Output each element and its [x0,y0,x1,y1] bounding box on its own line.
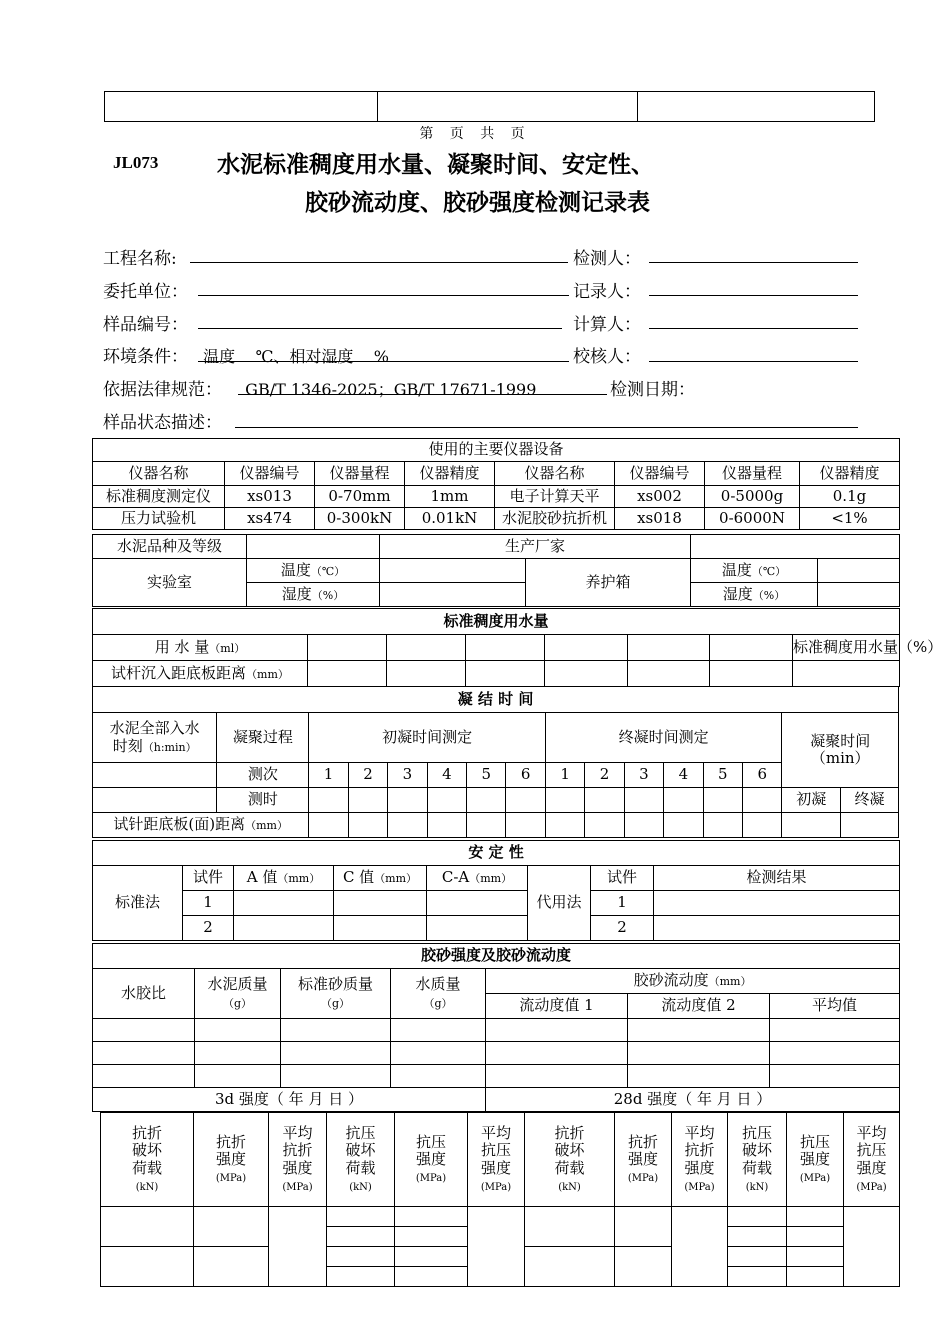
basis-value: GB/T 1346-2025；GB/T 17671-1999 [235,380,537,399]
water-mass-label: 水质量 （g） [391,969,486,1019]
strength-cell[interactable] [787,1207,844,1227]
strength-cell[interactable] [615,1207,672,1247]
strength-cell[interactable] [395,1247,468,1267]
maker-value[interactable] [691,535,900,559]
depth-cell[interactable] [466,661,545,687]
count-cell: 3 [388,763,427,788]
water-cell[interactable] [710,635,793,661]
setting-title: 凝 结 时 间 [93,687,899,713]
flow-label: 胶砂流动度（mm） [486,969,900,994]
result-cell[interactable] [654,916,900,941]
c-value-cell[interactable] [334,891,427,916]
ca-value-cell[interactable] [427,916,528,941]
strength-cell[interactable] [525,1207,615,1247]
specimen-label: 试件 [183,866,234,891]
sample-field[interactable] [198,328,562,329]
standard-method-label: 标准法 [93,866,183,941]
mortar-cell[interactable] [628,1065,770,1088]
lab-humidity-value[interactable] [380,583,526,607]
specimen-number: 2 [183,916,234,941]
count-cell: 2 [585,763,624,788]
count-cell: 4 [664,763,703,788]
equipment-header: 仪器名称 [495,462,615,486]
time-cell[interactable] [506,788,545,813]
strength-cell[interactable] [787,1267,844,1287]
needle-cell[interactable] [309,813,348,838]
count-cell: 5 [467,763,506,788]
curing-temp-value[interactable] [818,559,900,583]
cement-grade-value[interactable] [247,535,380,559]
time-cell[interactable] [388,788,427,813]
needle-cell[interactable] [388,813,427,838]
mortar-cell[interactable] [195,1042,281,1065]
a-value-cell[interactable] [234,916,334,941]
water-label: 用 水 量（ml） [93,635,308,661]
strength-avg-cell[interactable] [468,1207,525,1287]
water-cell[interactable] [308,635,387,661]
mortar-table [92,943,900,1112]
strength-cell[interactable] [327,1247,395,1267]
env-label: 环境条件： [103,347,188,367]
needle-cell[interactable] [427,813,466,838]
depth-cell[interactable] [387,661,466,687]
page-indicator: 第 页 共 页 [419,126,531,142]
col-avg-comp: 平均 抗压 强度 (MPa) [468,1113,525,1207]
strength-cell[interactable] [327,1207,395,1227]
checker-label: 校核人： [573,347,641,367]
strength-cell[interactable] [101,1207,194,1247]
time-label: 测时 [217,788,309,813]
equipment-cell: xs474 [225,508,315,530]
needle-cell[interactable] [585,813,624,838]
mortar-cell[interactable] [628,1019,770,1042]
count-label: 测次 [217,763,309,788]
time-cell[interactable] [743,788,782,813]
process-label: 凝聚过程 [217,713,309,763]
needle-cell[interactable] [348,813,387,838]
depth-cell[interactable] [308,661,387,687]
needle-label: 试针距底板(面)距离（mm） [93,813,309,838]
mortar-cell[interactable] [770,1065,900,1088]
lab-temp-label: 温度（℃） [247,559,380,583]
col-comp-load: 抗压 破坏 荷载 (kN) [327,1113,395,1207]
soundness-title: 安 定 性 [93,841,900,866]
cement-grade-label: 水泥品种及等级 [93,535,247,559]
mortar-title: 胶砂强度及胶砂流动度 [93,944,900,969]
equipment-cell: 水泥胶砂抗折机 [495,508,615,530]
equipment-title: 使用的主要仪器设备 [93,439,900,462]
col-flex-load: 抗折 破坏 荷载 (kN) [101,1113,194,1207]
curing-humidity-value[interactable] [818,583,900,607]
strength-cell[interactable] [395,1227,468,1247]
strength-cell[interactable] [728,1247,787,1267]
basis-field[interactable] [238,394,607,395]
strength-cell[interactable] [327,1227,395,1247]
needle-cell[interactable] [545,813,584,838]
curing-temp-label: 温度（℃） [691,559,818,583]
equipment-cell: 0-300kN [315,508,405,530]
header-box-divider [377,92,378,121]
water-cell[interactable] [387,635,466,661]
strength-cell[interactable] [327,1267,395,1287]
equipment-cell: 0-70mm [315,486,405,508]
col-flex-strength: 抗折 强度 (MPa) [194,1113,269,1207]
count-cell: 2 [348,763,387,788]
col-comp-strength: 抗压 强度 (MPa) [787,1113,844,1207]
mortar-cell[interactable] [486,1065,628,1088]
ratio-label: 水胶比 [93,969,195,1019]
mortar-cell[interactable] [391,1065,486,1088]
d28-strength-label: 28d 强度（ 年 月 日 ） [486,1088,900,1112]
equipment-cell: 0-6000N [705,508,800,530]
initial-test-label: 初凝时间测定 [309,713,546,763]
consistency-title: 标准稠度用水量 [93,609,900,635]
state-field[interactable] [235,427,858,428]
equipment-cell: <1% [800,508,900,530]
mortar-cell[interactable] [391,1042,486,1065]
mortar-cell[interactable] [281,1042,391,1065]
strength-avg-cell[interactable] [844,1207,900,1287]
time-cell[interactable] [664,788,703,813]
strength-cell[interactable] [395,1207,468,1227]
equipment-header: 仪器精度 [405,462,495,486]
strength-cell[interactable] [194,1247,269,1287]
a-value-cell[interactable] [234,891,334,916]
final-short-label: 终凝 [841,788,899,813]
equipment-cell: 1mm [405,486,495,508]
col-comp-load: 抗压 破坏 荷载 (kN) [728,1113,787,1207]
cement-table [92,534,900,607]
recorder-field[interactable] [649,295,858,296]
form-code: JL073 [113,153,159,172]
equipment-header: 仪器精度 [800,462,900,486]
mortar-cell[interactable] [281,1065,391,1088]
ca-value-label: C-A（mm） [427,866,528,891]
strength-avg-cell[interactable] [672,1207,728,1287]
mortar-cell[interactable] [486,1042,628,1065]
equipment-cell: 标准稠度测定仪 [93,486,225,508]
needle-cell[interactable] [703,813,742,838]
alt-method-label: 代用法 [528,866,591,941]
header-box [104,91,875,122]
water-time-label: 水泥全部入水 时刻（h:min） [93,713,217,763]
strength-cell[interactable] [525,1247,615,1287]
count-cell: 5 [703,763,742,788]
sample-label: 样品编号： [103,315,188,335]
set-time-label: 凝聚时间 （min） [782,713,899,788]
equipment-cell: xs002 [615,486,705,508]
final-set-value[interactable] [841,813,899,838]
count-cell: 4 [427,763,466,788]
sand-mass-label: 标准砂质量 （g） [281,969,391,1019]
col-avg-flex: 平均 抗折 强度 (MPa) [672,1113,728,1207]
water-time-value[interactable] [93,763,217,788]
col-flex-load: 抗折 破坏 荷载 (kN) [525,1113,615,1207]
mortar-cell[interactable] [93,1065,195,1088]
mortar-cell[interactable] [628,1042,770,1065]
final-test-label: 终凝时间测定 [545,713,782,763]
equipment-cell: 0-5000g [705,486,800,508]
c-value-cell[interactable] [334,916,427,941]
basis-label: 依据法律规范： [103,380,222,400]
strength-cell[interactable] [194,1207,269,1247]
a-value-label: A 值（mm） [234,866,334,891]
equipment-cell: xs018 [615,508,705,530]
equipment-header: 仪器编号 [225,462,315,486]
time-cell[interactable] [467,788,506,813]
depth-cell[interactable] [628,661,710,687]
alt-specimen-number: 2 [591,916,654,941]
strength-table [100,1112,900,1287]
equipment-cell: 0.1g [800,486,900,508]
count-cell: 1 [545,763,584,788]
count-cell: 3 [624,763,663,788]
water-cell[interactable] [628,635,710,661]
count-cell: 6 [743,763,782,788]
mortar-cell[interactable] [770,1042,900,1065]
lab-humidity-label: 湿度（%） [247,583,380,607]
equipment-header: 仪器名称 [93,462,225,486]
alt-specimen-number: 1 [591,891,654,916]
mortar-cell[interactable] [93,1042,195,1065]
header-box-divider [637,92,638,121]
curing-label: 养护箱 [526,559,691,607]
lab-label: 实验室 [93,559,247,607]
time-cell[interactable] [427,788,466,813]
strength-cell[interactable] [101,1247,194,1287]
strength-cell[interactable] [395,1267,468,1287]
strength-cell[interactable] [728,1207,787,1227]
time-blank [93,788,217,813]
time-cell[interactable] [348,788,387,813]
needle-cell[interactable] [506,813,545,838]
calculator-label: 计算人： [573,315,641,335]
time-cell[interactable] [624,788,663,813]
col-avg-flex: 平均 抗折 强度 (MPa) [269,1113,327,1207]
curing-humidity-label: 湿度（%） [691,583,818,607]
strength-cell[interactable] [728,1227,787,1247]
flow1-label: 流动度值 1 [486,994,628,1019]
col-avg-comp: 平均 抗压 强度 (MPa) [844,1113,900,1207]
time-cell[interactable] [309,788,348,813]
state-label: 样品状态描述： [103,413,222,433]
calculator-field[interactable] [649,328,858,329]
c-value-label: C 值（mm） [334,866,427,891]
depth-label: 试杆沉入距底板距离（mm） [93,661,308,687]
initial-set-value[interactable] [782,813,841,838]
initial-short-label: 初凝 [782,788,841,813]
equipment-cell: 压力试验机 [93,508,225,530]
mortar-cell[interactable] [195,1019,281,1042]
time-cell[interactable] [545,788,584,813]
equipment-header: 仪器量程 [315,462,405,486]
ca-value-cell[interactable] [427,891,528,916]
water-cell[interactable] [545,635,628,661]
flow-avg-label: 平均值 [770,994,900,1019]
equipment-table [92,438,900,530]
result-cell[interactable] [654,891,900,916]
flow2-label: 流动度值 2 [628,994,770,1019]
specimen-number: 1 [183,891,234,916]
equipment-cell: 0.01kN [405,508,495,530]
maker-label: 生产厂家 [380,535,691,559]
date-label: 检测日期： [610,380,695,400]
env-value: 温度 ℃、相对湿度 % [193,347,389,366]
depth-cell[interactable] [710,661,793,687]
water-cell[interactable] [466,635,545,661]
setting-table [92,686,899,838]
strength-cell[interactable] [728,1267,787,1287]
col-flex-strength: 抗折 强度 (MPa) [615,1113,672,1207]
strength-cell[interactable] [615,1247,672,1287]
tester-field[interactable] [649,262,858,263]
count-cell: 6 [506,763,545,788]
client-label: 委托单位： [103,282,188,302]
equipment-header: 仪器编号 [615,462,705,486]
time-cell[interactable] [585,788,624,813]
alt-specimen-label: 试件 [591,866,654,891]
needle-cell[interactable] [624,813,663,838]
strength-cell[interactable] [787,1247,844,1267]
mortar-cell[interactable] [195,1065,281,1088]
consistency-result-label: 标准稠度用水量（%） [793,635,900,661]
mortar-cell[interactable] [486,1019,628,1042]
strength-avg-cell[interactable] [269,1207,327,1287]
page-title-line1: 水泥标准稠度用水量、凝聚时间、安定性、 [217,152,654,178]
project-field[interactable] [190,262,568,263]
equipment-header: 仪器量程 [705,462,800,486]
depth-cell[interactable] [545,661,628,687]
mortar-cell[interactable] [93,1019,195,1042]
needle-cell[interactable] [743,813,782,838]
consistency-result-value[interactable] [793,661,900,687]
equipment-cell: 电子计算天平 [495,486,615,508]
equipment-cell: xs013 [225,486,315,508]
col-comp-strength: 抗压 强度 (MPa) [395,1113,468,1207]
env-field[interactable] [198,361,569,362]
consistency-table [92,608,943,687]
client-field[interactable] [198,295,569,296]
time-cell[interactable] [703,788,742,813]
recorder-label: 记录人： [573,282,641,302]
needle-cell[interactable] [467,813,506,838]
page-title-line2: 胶砂流动度、胶砂强度检测记录表 [305,190,650,216]
tester-label: 检测人： [573,249,641,269]
soundness-table [92,840,900,941]
result-label: 检测结果 [654,866,900,891]
checker-field[interactable] [649,361,858,362]
mortar-cell[interactable] [391,1019,486,1042]
count-cell: 1 [309,763,348,788]
lab-temp-value[interactable] [380,559,526,583]
mortar-cell[interactable] [281,1019,391,1042]
project-label: 工程名称: [103,249,177,269]
d3-strength-label: 3d 强度（ 年 月 日 ） [93,1088,486,1112]
mortar-cell[interactable] [770,1019,900,1042]
needle-cell[interactable] [664,813,703,838]
strength-cell[interactable] [787,1227,844,1247]
cement-mass-label: 水泥质量 （g） [195,969,281,1019]
